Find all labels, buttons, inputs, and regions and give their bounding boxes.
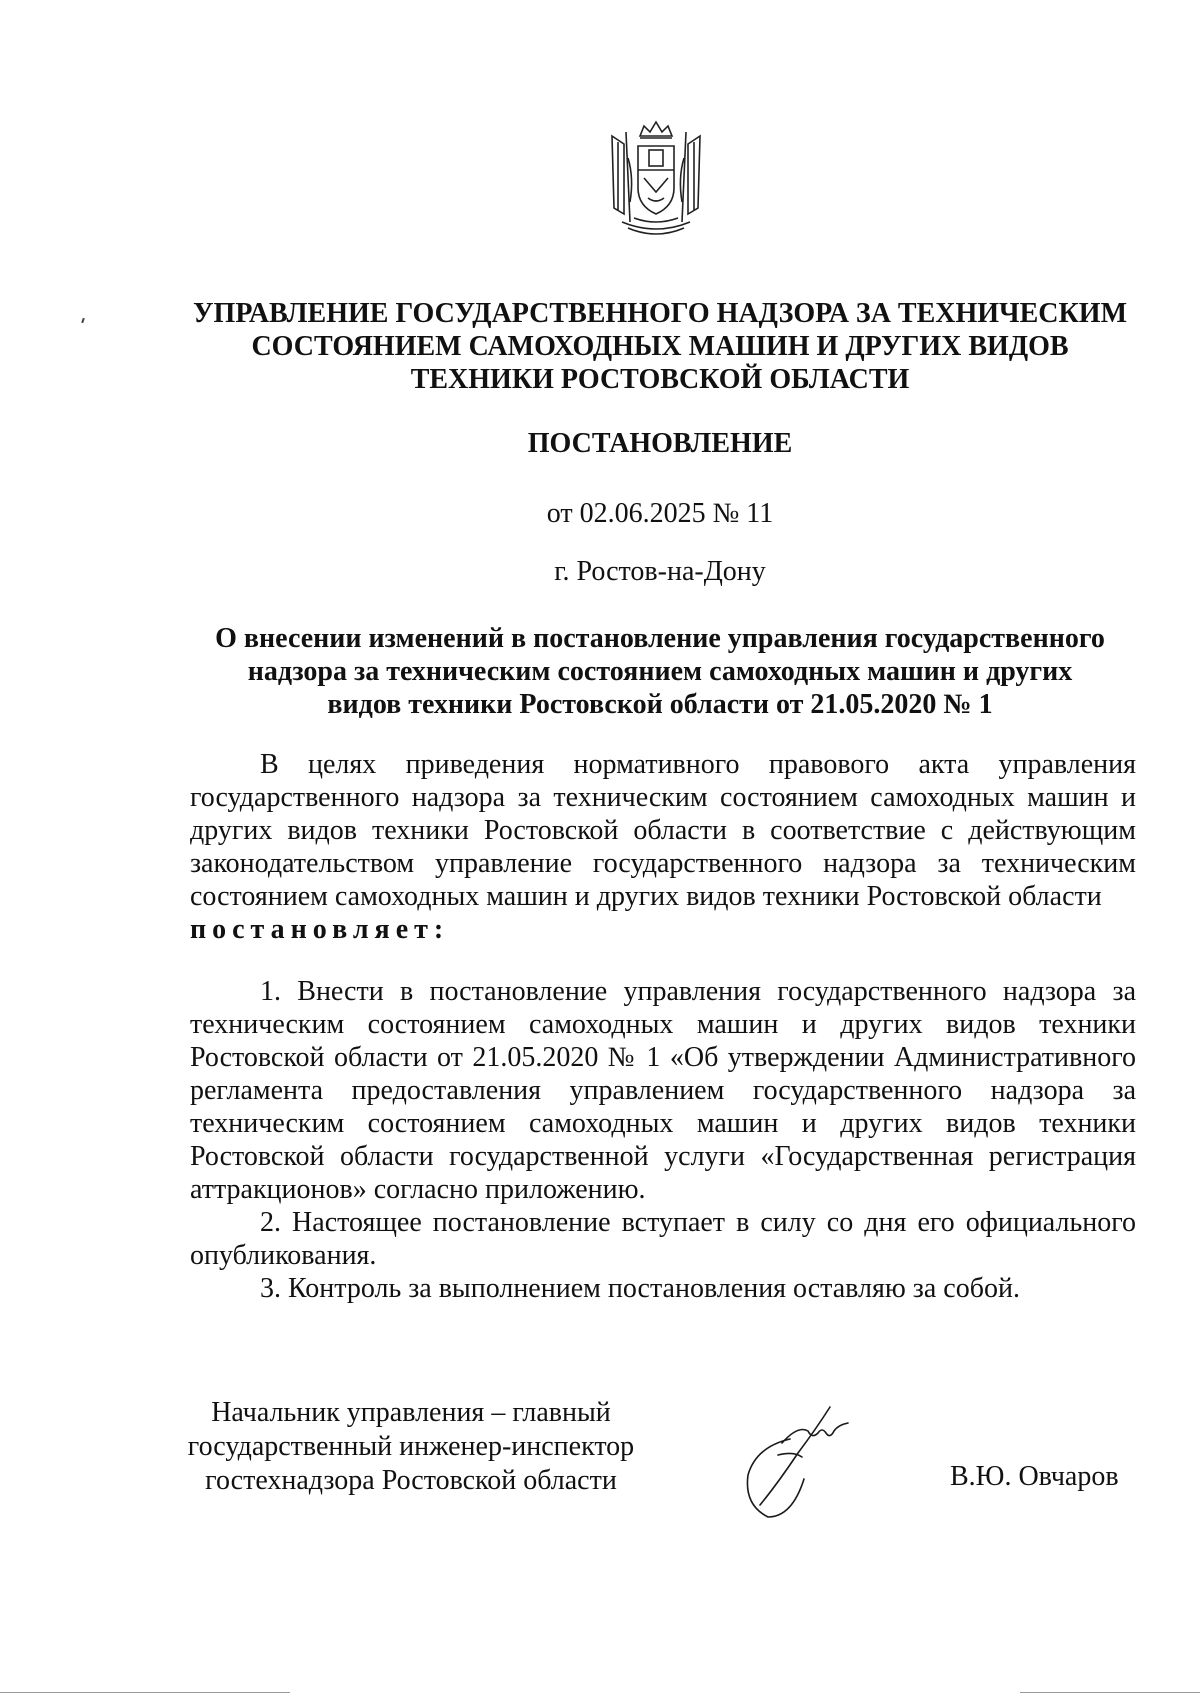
document-subject (150, 622, 1170, 721)
footer-rule-left (0, 1692, 290, 1693)
decree-word: постановляет: (190, 914, 450, 945)
subject-line-3: видов техники Ростовской области от 21.05.2020 № 1 (327, 689, 993, 720)
signer-title-line-1: Начальник управления – главный (211, 1397, 611, 1428)
signer-title-line-2: государственный инженер-инспектор (187, 1431, 635, 1462)
organization-name (150, 297, 1170, 396)
org-line-1: УПРАВЛЕНИЕ ГОСУДАРСТВЕННОГО НАДЗОРА ЗА ТЕХНИЧЕСКИМ (192, 298, 1128, 329)
item-1: 1. Внести в постановление управления государственного надзора за техническим состоянием самоходных машин и других видов техники Ростовской области от 21.05.2020 № 1 «Об утверждении Административного регламента предоставления управлением государственного надзора за техническим состоянием самоходных машин и других видов техники Ростовской области государственной услуги «Государственная регистрация аттракционов» согласно приложению. (190, 976, 1136, 1205)
org-line-2: СОСТОЯНИЕМ САМОХОДНЫХ МАШИН И ДРУГИХ ВИДОВ (251, 331, 1069, 362)
document-city: г. Ростов-на-Дону (554, 556, 766, 587)
signer-name: В.Ю. Овчаров (950, 1461, 1119, 1492)
scan-speck (81, 318, 85, 323)
coat-of-arms-icon (604, 118, 708, 242)
signer-title-line-3: гостехнадзора Ростовской области (205, 1465, 617, 1496)
decree-items (190, 975, 1136, 1305)
item-3: 3. Контроль за выполнением постановления оставляю за собой. (260, 1273, 1020, 1304)
item-2: 2. Настоящее постановление вступает в силу со дня его официального опубликования. (190, 1207, 1136, 1271)
subject-line-2: надзора за техническим состоянием самоходных машин и других (247, 656, 1073, 687)
document-date-number: от 02.06.2025 № 11 (546, 498, 774, 529)
signer-title (176, 1396, 646, 1498)
subject-line-1: О внесении изменений в постановление управления государственного (215, 623, 1105, 654)
preamble (190, 748, 1136, 946)
org-line-3: ТЕХНИКИ РОСТОВСКОЙ ОБЛАСТИ (410, 364, 910, 395)
preamble-text: В целях приведения нормативного правового акта управления государственного надзора за техническим состоянием самоходных машин и других видов техники Ростовской области в соответствие с действующим законодательством управление государственного надзора за техническим состоянием самоходных машин и других видов техники Ростовской области (190, 749, 1136, 912)
footer-rule-right (1020, 1692, 1200, 1693)
document-type: ПОСТАНОВЛЕНИЕ (527, 428, 793, 459)
signature-icon (738, 1405, 866, 1523)
